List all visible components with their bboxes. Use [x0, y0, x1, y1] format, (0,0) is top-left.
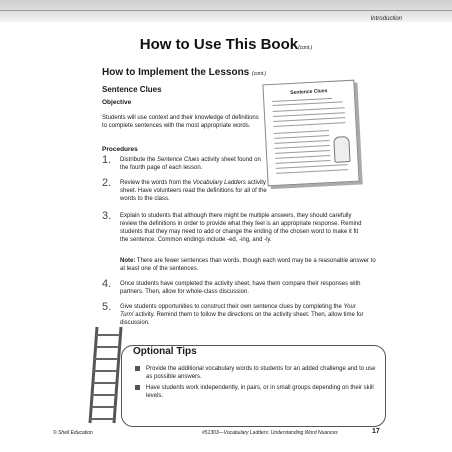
bullet-square-icon	[135, 366, 140, 371]
worksheet-thumbnail-title: Sentence Clues	[290, 88, 328, 97]
procedures-heading: Procedures	[102, 146, 138, 153]
implement-heading	[102, 67, 266, 78]
step-text: Explain to students that although there might be multiple answers, they should carefully review the definitions in order to provide what they feel is an appropriate response. Remind students that they may need to add or change the ending of the chosen word to make it fit the sentence. Common endings include -ed, -ing, and -ly.	[120, 213, 362, 244]
procedure-note	[120, 257, 380, 273]
footer-book-title: #51303—Vocabulary Ladders: Understanding Word Nuances	[202, 430, 338, 436]
tip-item: Have students work independently, in pairs, or in small groups depending on their skill levels.	[135, 384, 380, 400]
procedure-step-3	[102, 212, 364, 244]
objective-heading: Objective	[102, 99, 132, 106]
procedure-step-5: 5. Give students opportunities to construct their own sentence clues by completing the Your Turn! activity. Remind them to follow the directions on the activity sheet. Then, allow time for discussion.	[102, 301, 364, 327]
step-number: 3.	[102, 210, 112, 222]
page-title-suffix: (cont.)	[298, 45, 313, 51]
tip-item: Provide the additional vocabulary words to students for an added challenge and to use as possible answers.	[135, 365, 380, 381]
cartoon-figure-icon	[333, 136, 350, 163]
optional-tips-heading: Optional Tips	[133, 346, 197, 357]
step-number: 1.	[102, 154, 112, 166]
implement-heading-suffix: (cont.)	[252, 71, 267, 77]
worksheet-thumbnail	[262, 80, 359, 187]
step-text: Once students have completed the activity sheet, have them compare their responses with partners. Then, allow for whole-class discussion.	[120, 281, 361, 296]
note-label: Note:	[120, 258, 136, 264]
step-number: 4.	[102, 278, 112, 290]
objective-text: Students will use context and their knowledge of definitions to complete sentences with the most appropriate words.	[102, 115, 259, 130]
footer-publisher: © Shell Education	[53, 430, 93, 436]
page-number: 17	[372, 428, 380, 435]
procedure-step-1: 1. Distribute the Sentence Clues activity sheet found on the fourth page of each lesson.	[102, 154, 261, 172]
header-rule	[0, 10, 452, 11]
ladder-icon	[88, 325, 130, 425]
page-title	[0, 36, 452, 53]
page-title-text: How to Use This Book	[139, 36, 299, 53]
bullet-square-icon	[135, 385, 140, 390]
step-number: 2.	[102, 177, 112, 189]
step-number: 5.	[102, 301, 112, 313]
sentence-clues-heading: Sentence Clues	[102, 85, 162, 94]
note-text: There are fewer sentences than words, though each word may be a reasonable answer to at least one of the sentences.	[120, 258, 376, 273]
implement-heading-text: How to Implement the Lessons	[102, 67, 250, 78]
procedure-step-2: 2. Review the words from the Vocabulary Ladders activity sheet. Have volunteers read the definitions for all of the words to the class.	[102, 177, 267, 203]
procedure-step-4	[102, 280, 364, 296]
section-label: Introduction	[370, 16, 402, 22]
